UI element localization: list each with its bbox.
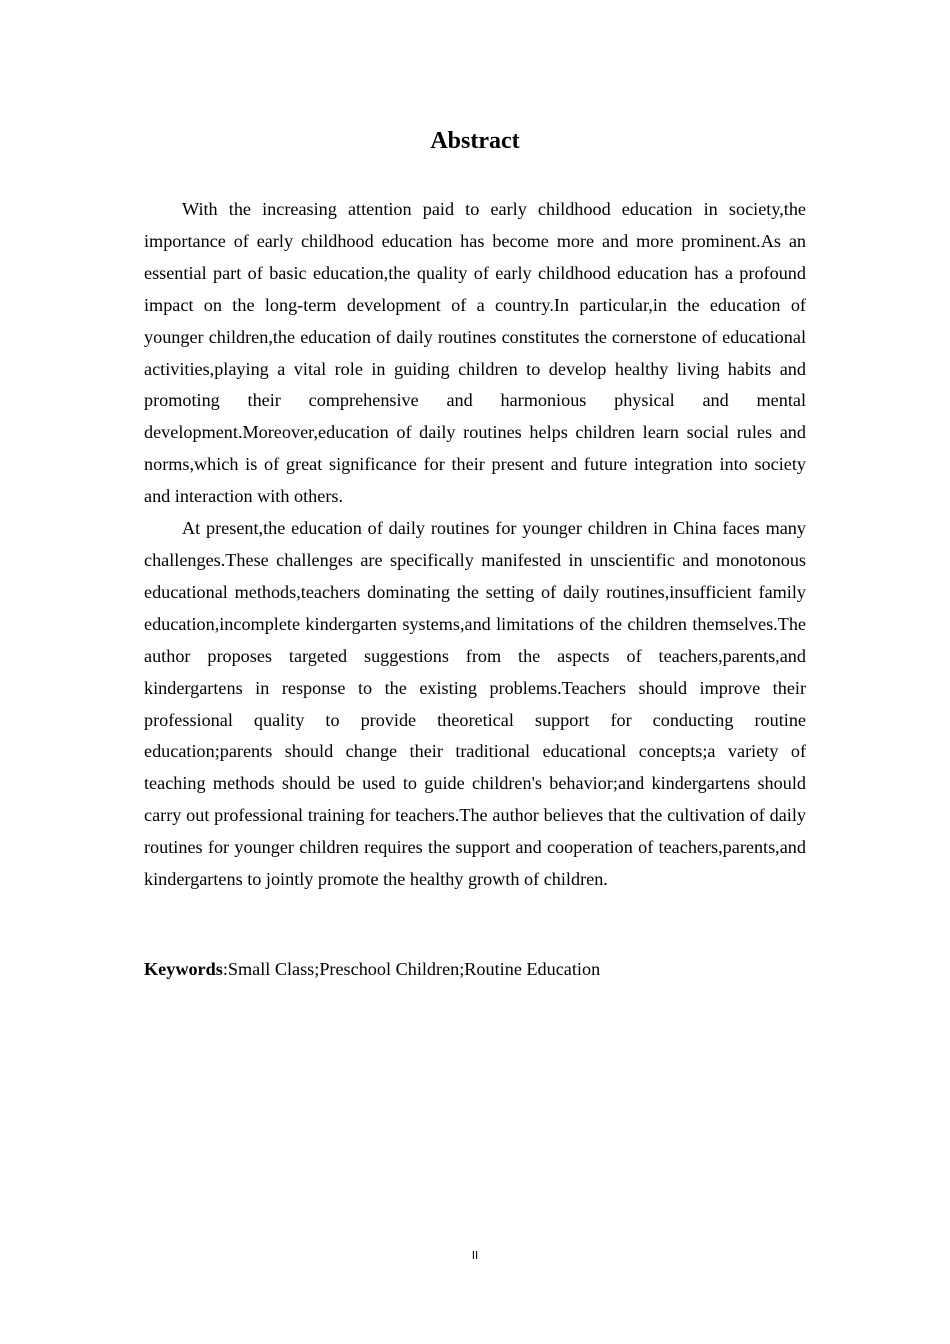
keywords-label: Keywords <box>144 959 223 979</box>
page-number: II <box>471 1249 479 1262</box>
abstract-title: Abstract <box>430 128 520 154</box>
abstract-paragraph-1: With the increasing attention paid to early childhood education in society,the importance of early childhood education has become more and more prominent.As an essential part of basic education,the quality of early childhood education has a profound impact on the long-term development of a country.In particular,in the education of younger children,the education of daily routines constitutes the cornerstone of educational activities,playing a vital role in guiding children to develop healthy living habits and promoting their comprehensive and harmonious physical and mental development.Moreover,education of daily routines helps children learn social rules and norms,which is of great significance for their present and future integration into society and interaction with others. <box>144 199 806 507</box>
abstract-body <box>144 194 806 896</box>
abstract-paragraph-2: At present,the education of daily routines for younger children in China faces many challenges.These challenges are specifically manifested in unscientific and monotonous educational methods,teachers dominating the setting of daily routines,insufficient family education,incomplete kindergarten systems,and limitations of the children themselves.The author proposes targeted suggestions from the aspects of teachers,parents,and kindergartens in response to the existing problems.Teachers should improve their professional quality to provide theoretical support for conducting routine education;parents should change their traditional educational concepts;a variety of teaching methods should be used to guide children's behavior;and kindergartens should carry out professional training for teachers.The author believes that the cultivation of daily routines for younger children requires the support and cooperation of teachers,parents,and kindergartens to jointly promote the healthy growth of children. <box>144 518 806 890</box>
keywords-line <box>144 954 806 985</box>
keywords-list: :Small Class;Preschool Children;Routine Education <box>222 959 601 979</box>
